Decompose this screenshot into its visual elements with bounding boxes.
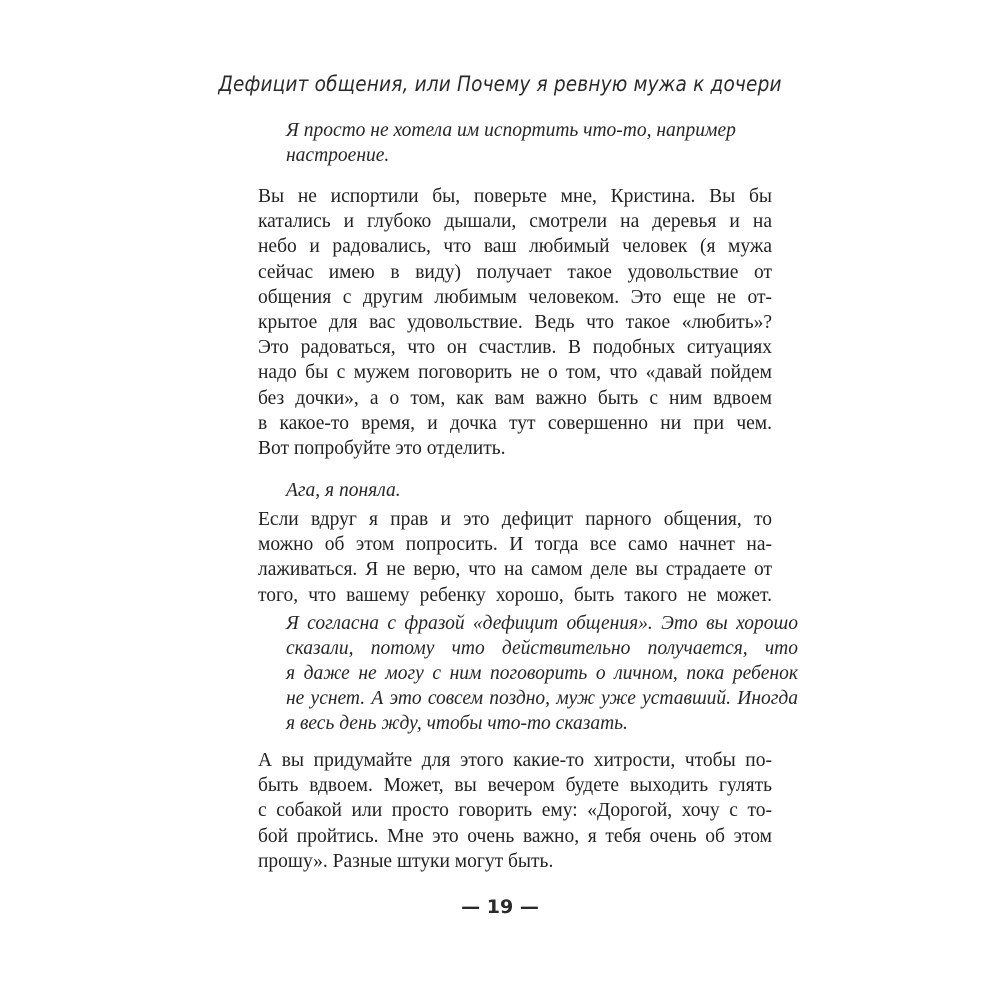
answer-paragraph-1 (258, 184, 772, 461)
question-paragraph-2 (258, 478, 800, 503)
text-line: того, что вашему ребенку хорошо, быть такого не может. (258, 584, 772, 606)
text-line: катались и глубоко дышали, смотрели на деревья и на (258, 211, 772, 233)
text-line: я даже не могу с ним поговорить о личном, пока ребенок (286, 663, 798, 684)
text-line: прошу». Разные штуки могут быть. (258, 850, 554, 872)
text-line: лаживаться. Я не верю, что на самом деле вы страдаете от (258, 559, 772, 581)
text-line: в какое-то время, и дочка тут совершенно ни при чем. (258, 412, 772, 434)
text-line: Если вдруг я прав и это дефицит парного общения, то (258, 509, 772, 530)
text-line: Вы не испортили бы, поверьте мне, Кристина. Вы бы (258, 186, 772, 207)
running-head-title: Дефицит общения, или Почему я ревную мужа к дочери (218, 72, 782, 96)
text-line: сейчас имею в виду) получает такое удовольствие от (258, 261, 772, 283)
text-line: Вот попробуйте это отделить. (258, 438, 506, 460)
text-line: можно об этом попросить. И тогда все само начнет на- (258, 534, 772, 556)
question-paragraph-1 (258, 118, 800, 168)
text-line: Я согласна с фразой «дефицит общения». Это вы хорошо (286, 613, 798, 634)
text-line: бой пройтись. Мне это очень важно, я тебя очень об этом (258, 825, 772, 847)
question-paragraph-3 (258, 611, 800, 736)
answer-paragraph-3 (258, 748, 772, 874)
text-line: Ага, я поняла. (286, 480, 401, 501)
text-line: с собакой или просто говорить ему: «Дорогой, хочу с то- (258, 800, 772, 822)
text-line: А вы придумайте для этого какие-то хитрости, чтобы по- (258, 750, 772, 771)
text-line: я весь день жду, чтобы что-то сказать. (286, 713, 628, 734)
text-line: крытое для вас удовольствие. Ведь что такое «любить»? (258, 312, 772, 334)
text-line: Я просто не хотела им испортить что-то, например (286, 120, 736, 141)
text-line: настроение. (286, 145, 390, 166)
text-line: небо и радовались, что ваш любимый человек (я мужа (258, 236, 772, 258)
text-line: без дочки», а о том, как вам важно быть с ним вдвоем (258, 387, 772, 409)
text-line: общения с другим любимым человеком. Это еще не от- (258, 286, 772, 308)
text-line: не уснет. А это совсем поздно, муж уже уставший. Иногда (286, 688, 798, 709)
text-line: сказали, потому что действительно получается, что (286, 638, 798, 659)
page-number: — 19 — (461, 896, 539, 918)
text-line: быть вдвоем. Может, вы вечером будете выходить гулять (258, 775, 772, 797)
text-line: надо бы с мужем поговорить не о том, что «давай пойдем (258, 362, 772, 384)
answer-paragraph-2 (258, 507, 772, 608)
text-line: Это радоваться, что он счастлив. В подобных ситуациях (258, 337, 772, 359)
